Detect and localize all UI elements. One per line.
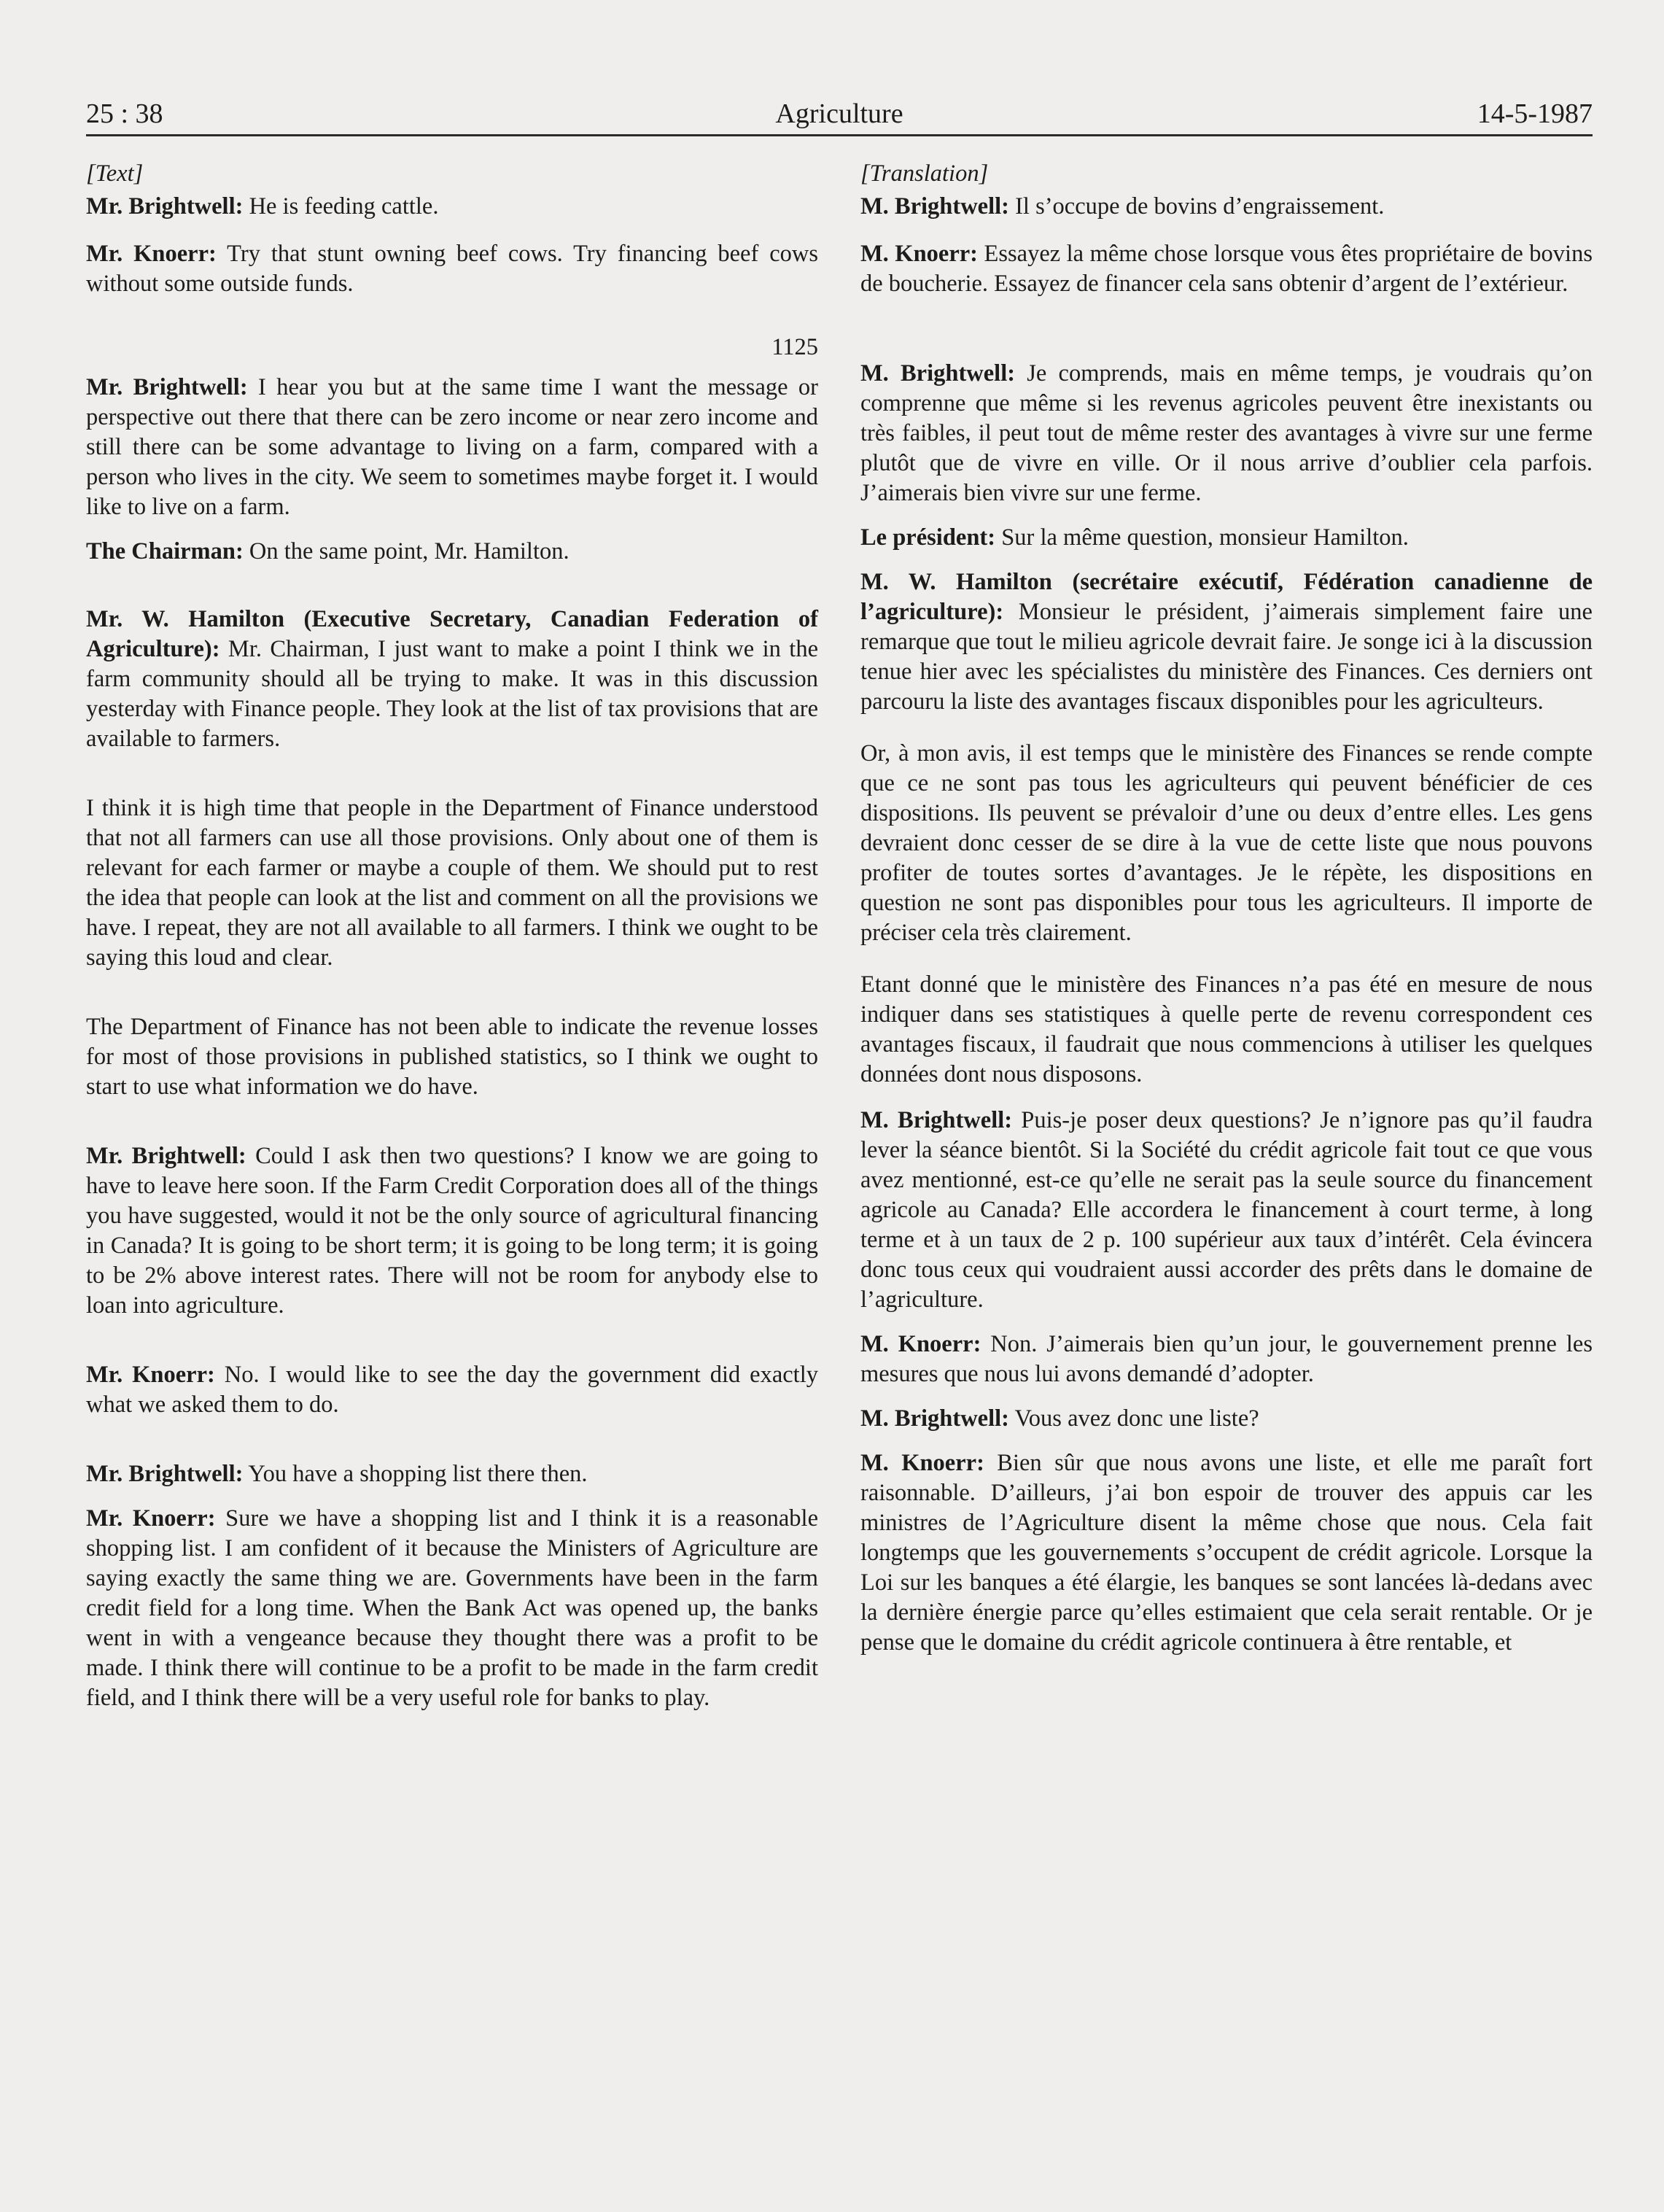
speaker-name: Mr. Brightwell: bbox=[86, 193, 244, 220]
paragraph bbox=[86, 239, 818, 299]
speech-text: I think it is high time that people in the Department of Finance understood that not all farmers can use all those provisions. Only about one of them is relevant for each farmer or maybe a couple of them. We should put to rest the idea that people can look at the list and comment on all the provisions we have. I repeat, they are not all available to all farmers. I think we ought to be saying this loud and clear. bbox=[86, 795, 818, 971]
french-column bbox=[860, 159, 1593, 1658]
speech-text: Essayez la même chose lorsque vous êtes propriétaire de bovins de boucherie. Essayez de financer cela sans obtenir d’argent de l’extérieur. bbox=[860, 241, 1593, 297]
paragraph bbox=[860, 567, 1593, 717]
speaker-name: The Chairman: bbox=[86, 538, 244, 564]
speech-text: He is feeding cattle. bbox=[243, 193, 439, 220]
speaker-name: Mr. Brightwell: bbox=[86, 1461, 244, 1487]
speech-text: Bien sûr que nous avons une liste, et elle me paraît fort raisonnable. D’ailleurs, j’ai bon espoir de trouver des appuis car les ministres de l’Agriculture disent la même chose que nous. Cela fait longtemps que les gouvernements s’occupent de crédit agricole. Lorsque la Loi sur les banques a été élargie, les banques se sont lancées là-dedans avec la dernière énergie parce qu’elles estimaient que cela serait rentable. Or je pense que le domaine du crédit agricole continuera à être rentable, et bbox=[860, 1450, 1593, 1656]
speech-text: Sur la même question, monsieur Hamilton. bbox=[995, 524, 1409, 551]
paragraph bbox=[86, 373, 818, 522]
speech-text: You have a shopping list there then. bbox=[243, 1461, 588, 1487]
paragraph bbox=[860, 970, 1593, 1090]
speaker-name: Mr. Brightwell: bbox=[86, 1143, 246, 1169]
paragraph bbox=[860, 239, 1593, 299]
speaker-name: M. Brightwell: bbox=[860, 1405, 1009, 1432]
paragraph bbox=[86, 192, 818, 222]
speech-text: Je comprends, mais en même temps, je voudrais qu’on comprenne que même si les revenus agricoles peuvent être inexistants ou très faibles, il peut tout de même rester des avantages à vivre sur une ferme plutôt que de vivre en ville. Or il nous arrive d’oublier cela parfois. J’aimerais bien vivre sur une ferme. bbox=[860, 360, 1593, 506]
timestamp: 1125 bbox=[771, 334, 818, 360]
speaker-name: Le président: bbox=[860, 524, 996, 551]
publication-title: Agriculture bbox=[775, 98, 903, 129]
paragraph bbox=[86, 1459, 818, 1489]
speech-text: Non. J’aimerais bien qu’un jour, le gouvernement prenne les mesures que nous lui avons demandé d’adopter. bbox=[860, 1331, 1593, 1387]
paragraph bbox=[86, 1360, 818, 1420]
speech-text: On the same point, Mr. Hamilton. bbox=[243, 538, 569, 564]
speech-text: No. I would like to see the day the government did exactly what we asked them to do. bbox=[86, 1362, 818, 1418]
translation-tag: [Translation] bbox=[860, 160, 989, 187]
paragraph bbox=[860, 1404, 1593, 1434]
paragraph bbox=[860, 192, 1593, 222]
speech-text: Or, à mon avis, il est temps que le ministère des Finances se rende compte que ce ne sont pas tous les agriculteurs qui peuvent bénéficier de ces dispositions. Ils peuvent se prévaloir d’une ou deux d’entre elles. Les gens devraient donc cesser de se dire à la vue de cette liste que nous pouvons profiter de toutes sortes d’avantages. Je le répète, les dispositions en question ne sont pas disponibles pour tous les agriculteurs. Il importe de préciser cela très clairement. bbox=[860, 740, 1593, 946]
speech-text: Vous avez donc une liste? bbox=[1008, 1405, 1259, 1432]
page-header bbox=[86, 93, 1593, 136]
speaker-name: M. Knoerr: bbox=[860, 241, 978, 267]
paragraph bbox=[86, 537, 818, 567]
speech-text: I hear you but at the same time I want the message or perspective out there that there can be zero income or near zero income and still there can be some advantage to living on a farm, compared with a person who lives in the city. We seem to sometimes maybe forget it. I would like to live on a farm. bbox=[86, 374, 818, 520]
speaker-name: M. Brightwell: bbox=[860, 1107, 1013, 1133]
paragraph bbox=[860, 1330, 1593, 1389]
paragraph bbox=[86, 1141, 818, 1321]
paragraph bbox=[860, 523, 1593, 553]
speech-text: Could I ask then two questions? I know we are going to have to leave here soon. If the Farm Credit Corporation does all of the things you have suggested, would it not be the only source of agricultural financing in Canada? It is going to be short term; it is going to be long term; it is going to be 2% above interest rates. There will not be room for anybody else to loan into agriculture. bbox=[86, 1143, 818, 1319]
speaker-name: Mr. Knoerr: bbox=[86, 1505, 216, 1532]
text-tag: [Text] bbox=[86, 160, 144, 187]
speaker-name: M. Brightwell: bbox=[860, 360, 1016, 387]
speaker-name: Mr. Knoerr: bbox=[86, 1362, 215, 1388]
paragraph bbox=[860, 359, 1593, 508]
speaker-name: Mr. W. Hamilton (Executive Secretary, Canadian Federation of Agriculture): bbox=[86, 606, 818, 662]
paragraph bbox=[86, 1012, 818, 1102]
publication-date: 14-5-1987 bbox=[1477, 98, 1593, 129]
speech-text: Try that stunt owning beef cows. Try financing beef cows without some outside funds. bbox=[86, 241, 818, 297]
speaker-name: M. Knoerr: bbox=[860, 1331, 981, 1357]
english-column bbox=[86, 159, 818, 1713]
speaker-name: M. W. Hamilton (secrétaire exécutif, Fédération canadienne de l’agriculture): bbox=[860, 569, 1593, 625]
speaker-name: Mr. Brightwell: bbox=[86, 374, 248, 400]
paragraph bbox=[86, 793, 818, 973]
speech-text: Sure we have a shopping list and I think it is a reasonable shopping list. I am confident of it because the Ministers of Agriculture are saying exactly the same thing we are. Governments have been in the farm credit field for a long time. When the Bank Act was opened up, the banks went in with a vengeance because they thought there was a profit to be made. I think there will continue to be a profit to be made in the farm credit field, and I think there will be a very useful role for banks to play. bbox=[86, 1505, 818, 1711]
speech-text: Mr. Chairman, I just want to make a point I think we in the farm community should all be trying to make. It was in this discussion yesterday with Finance people. They look at the list of tax provisions that are available to farmers. bbox=[86, 636, 818, 752]
page-reference: 25 : 38 bbox=[86, 98, 163, 129]
speech-text: Etant donné que le ministère des Finances n’a pas été en mesure de nous indiquer dans ses statistiques à quelle perte de revenu correspondent ces avantages fiscaux, il faudrait que nous commencions à utiliser les quelques données dont nous disposons. bbox=[860, 971, 1593, 1087]
speaker-name: M. Brightwell: bbox=[860, 193, 1009, 220]
speech-text: Il s’occupe de bovins d’engraissement. bbox=[1008, 193, 1385, 220]
speech-text: Monsieur le président, j’aimerais simplement faire une remarque que tout le milieu agricole devrait faire. Je songe ici à la discussion tenue hier avec les spécialistes du ministère des Finances. Ces derniers ont parcouru la liste des avantages fiscaux disponibles pour les agriculteurs. bbox=[860, 599, 1593, 715]
speaker-name: M. Knoerr: bbox=[860, 1450, 984, 1476]
speech-text: The Department of Finance has not been able to indicate the revenue losses for most of those provisions in published statistics, so I think we ought to start to use what information we do have. bbox=[86, 1014, 818, 1100]
speaker-name: Mr. Knoerr: bbox=[86, 241, 217, 267]
paragraph bbox=[860, 1448, 1593, 1658]
paragraph bbox=[860, 1106, 1593, 1315]
paragraph bbox=[86, 1504, 818, 1713]
paragraph bbox=[860, 739, 1593, 948]
paragraph bbox=[86, 605, 818, 754]
speech-text: Puis-je poser deux questions? Je n’ignore pas qu’il faudra lever la séance bientôt. Si la Société du crédit agricole fait tout ce que vous avez mentionné, est-ce qu’elle ne serait pas la seule source du financement agricole au Canada? Elle accordera le financement à court terme, à long terme et à un taux de 2 p. 100 supérieur aux taux d’intérêt. Cela évincera donc tous ceux qui voudraient aussi accorder des prêts dans le domaine de l’agriculture. bbox=[860, 1107, 1593, 1313]
